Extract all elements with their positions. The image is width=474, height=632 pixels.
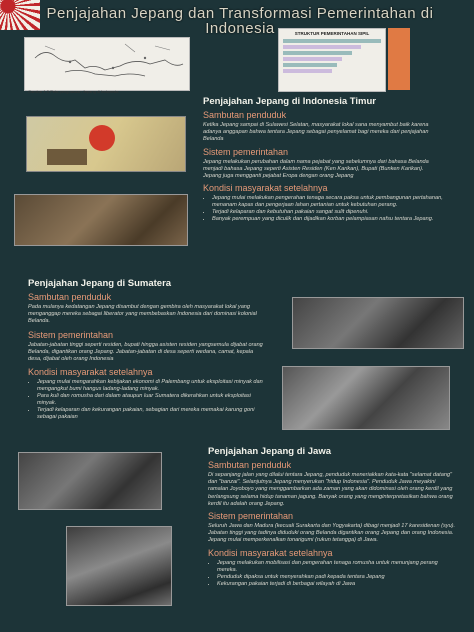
map-caption: Gambar 1.5 Peta penguasaan Jepang di Indonesia [28,89,119,94]
subheading-kondisi-sumatera: Kondisi masyarakat setelahnya [28,367,153,378]
list-item: • Terjadi kelaparan dan kebutuhan pakaian sangat sulit dipenuhi. [212,209,443,216]
list-kondisi-jawa [208,560,456,588]
subheading-sistem-timur: Sistem pemerintahan [203,146,289,157]
orange-accent [388,28,410,90]
list-kondisi-timur [203,195,443,223]
jawa-photo-1 [18,452,162,510]
list-item: • Banyak perempuan yang diculik dan dijadikan korban pelampiasan nafsu tentara Jepang. [212,216,443,223]
subheading-sambutan-jawa: Sambutan penduduk [208,460,292,470]
list-item: • Terjadi kelaparan dan kekurangan pakaian, sebagian dari mereka memakai karung goni sebagai pakaian [37,407,266,421]
list-item: • Jepang mulai melakukan pengerahan tenaga secara paksa untuk pembangunan pertahanan, menanam kapas dan pengerjaan lahan pertanian untuk kebutuhan perang. [212,195,443,209]
struktur-chart [278,28,386,92]
propaganda-poster-image [26,116,186,172]
subheading-sistem-sumatera: Sistem pemerintahan [28,329,114,340]
sumatera-photo-2 [282,366,450,430]
page-title: Penjajahan Jepang dan Transformasi Pemerintahan di Indonesia [46,5,434,37]
soldiers-photo [14,194,188,246]
struktur-title: STRUKTUR PEMERINTAHAN SIPIL [294,31,370,36]
section-indonesia-timur [203,96,443,223]
map-figure [24,37,190,94]
indonesia-map-image [25,38,189,84]
subheading-sistem-jawa: Sistem pemerintahan [208,511,294,522]
list-item: • Jepang mulai mengarahkan kebijakan ekonomi di Palembang untuk eksploitasi minyak dan mengangkut bumi hangus ladang-ladang minyak. [37,379,266,393]
list-item: • Para kuli dan romusha dari dalam ataupun luar Sumatera dikerahkan untuk eksploitasi minyak. [37,393,266,407]
section-jawa [208,446,456,588]
text-sistem-jawa: Seluruh Jawa dan Madura (kecuali Surakarta dan Yogyakarta) dibagi menjadi 17 karesidenan (syu). Jabatan tinggi yang tadinya diduduki orang Belanda digantikan orang Jepang dan orang Indonesia. Jepang mulai memperkenalkan tonarigumi (rukun tetangga) di Jawa. [208,523,456,544]
heading-jawa: Penjajahan Jepang di Jawa [208,446,332,457]
section-sumatera [28,278,266,421]
text-sistem-timur: Jepang melakukan perubahan dalam nama pejabat yang sebelumnya dari bahasa Belanda menjadi bahasa Jepang seperti Asisten Residen (Ken Karikan), Bupati (Bunken Karikan). Jepang juga mengganti pejabat Eropa dengan orang Jepang [203,158,429,180]
list-item: • Kekurangan pakaian terjadi di berbagai wilayah di Jawa [217,581,456,588]
heading-sumatera: Penjajahan Jepang di Sumatera [28,278,172,289]
list-item: • Penduduk dipaksa untuk menyerahkan padi kepada tentara Jepang [217,574,456,581]
text-sambutan-jawa: Di sepanjang jalan yang dilalui tentara Jepang, penduduk meneriakkan kata-kata "selamat datang" dan "banzai". Selanjutnya Jepang menyerukan "hidup Indonesia". Penduduk Jawa meyakini ramalan Joyoboyo yang menggambarkan ada zaman yang akan didominasi oleh orang kerdil yang berlangsung selama hidup tanaman jagung. Banyak orang yang menginterpretasikan bahwa orang kerdil itu adalah orang Jepang. [208,472,453,507]
rising-sun-flag-icon [0,0,40,30]
text-sistem-sumatera: Jabatan-jabatan tinggi seperti residen, bupati hingga asisten residen yangsemula dijabat orang Belanda, digantikan orang Jepang. Jabatan-jabatan di desa seperti wedana, camat, kepala desa, dijabat oleh orang Indonesia [28,341,263,363]
jawa-photo-2 [66,526,172,606]
list-kondisi-sumatera [28,379,266,421]
subheading-kondisi-jawa: Kondisi masyarakat setelahnya [208,547,333,558]
subheading-sambutan-sumatera: Sambutan penduduk [28,292,112,302]
list-item: • Jepang melakukan mobilisasi dan pengerahan tenaga romusha untuk menunjang perang mereka. [217,560,456,574]
subheading-sambutan-timur: Sambutan penduduk [203,110,287,120]
sumatera-photo-1 [292,297,464,349]
text-sambutan-timur: Ketika Jepang sampai di Sulawesi Selatan, masyarakat lokal sana menyambut baik karena adanya anggapan bahwa tentara Jepang sebagai penyelamat bagi mereka dari penjajahan Belanda [203,122,429,143]
subheading-kondisi-timur: Kondisi masyarakat setelahnya [203,183,328,194]
heading-indonesia-timur: Penjajahan Jepang di Indonesia Timur [203,96,376,107]
text-sambutan-sumatera: Pada mulanya kedatangan Jepang disambut dengan gembira oleh masyarakat lokal yang menganggap mereka sebagai liberator yang membebaskan Indonesia dari dominasi kolonial Belanda. [28,304,257,325]
